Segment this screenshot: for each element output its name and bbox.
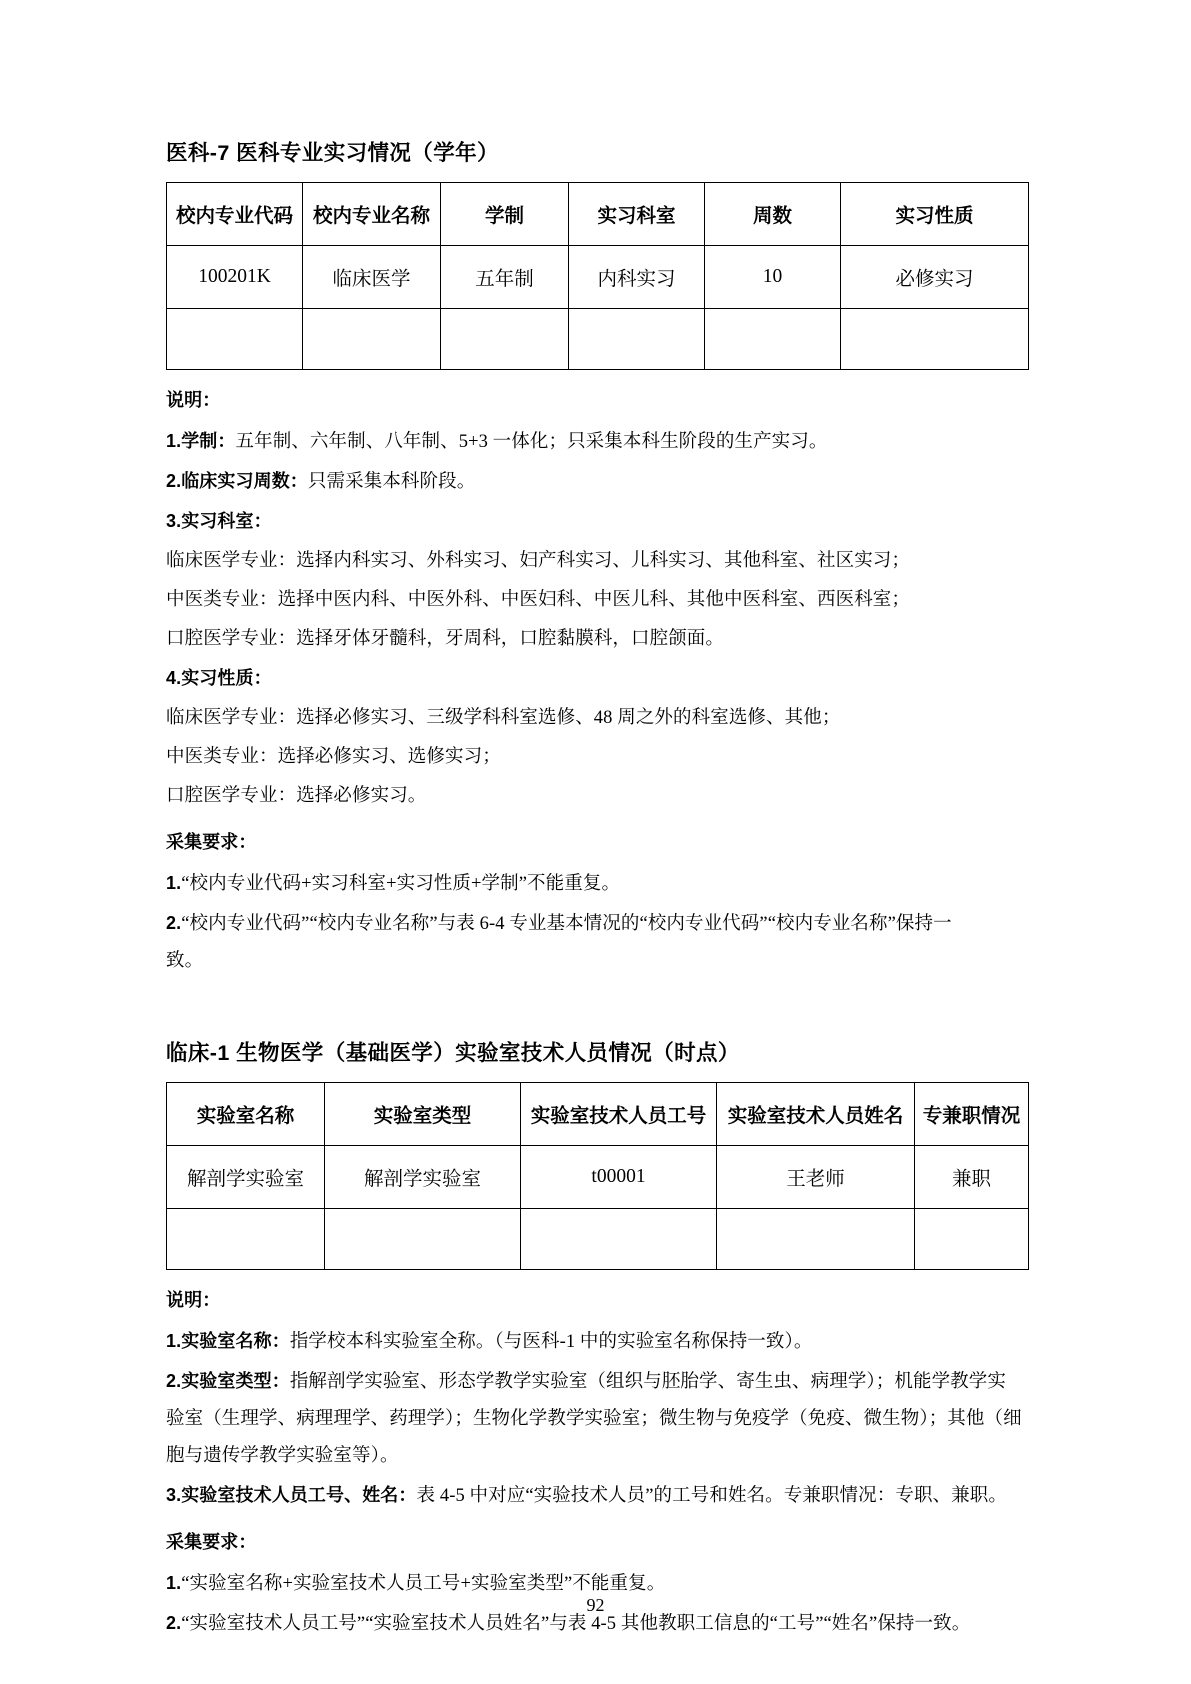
table-header-row	[167, 182, 1029, 245]
column-header-major-name: 校内专业名称	[303, 182, 441, 245]
note-text: 五年制、六年制、八年制、5+3 一体化；只采集本科生阶段的生产实习。	[235, 431, 828, 452]
cell-internship-nature: 必修实习	[841, 245, 1029, 308]
table-row	[167, 1146, 1029, 1209]
requirements-block-clinical-1	[166, 1528, 1031, 1640]
table-row	[167, 308, 1029, 369]
cell-major-code	[167, 308, 303, 369]
cell-lab-name	[167, 1209, 325, 1270]
note-label: 1.学制：	[166, 430, 236, 451]
note-detail-line: 临床医学专业：选择必修实习、三级学科科室选修、48 周之外的科室选修、其他；	[166, 707, 841, 728]
cell-major-name	[303, 308, 441, 369]
section-clinical-1	[166, 1040, 1031, 1640]
requirement-label: 1.	[166, 872, 182, 893]
note-text: 指解剖学实验室、形态学教学实验室（组织与胚胎学、寄生虫、病理学）；机能学教学实	[289, 1372, 1006, 1393]
note-item	[166, 1481, 1031, 1512]
note-label: 1.实验室名称：	[166, 1331, 290, 1352]
cell-major-code: 100201K	[167, 245, 303, 308]
note-detail-line: 临床医学专业：选择内科实习、外科实习、妇产科实习、儿科实习、其他科室、社区实习；	[166, 550, 911, 571]
cell-lab-name: 解剖学实验室	[167, 1146, 325, 1209]
note-text: 指学校本科实验室全称。（与医科-1 中的实验室名称保持一致）。	[289, 1332, 813, 1353]
requirement-label: 1.	[166, 1573, 182, 1594]
note-detail-line: 口腔医学专业：选择牙体牙髓科，牙周科，口腔黏膜科，口腔颌面。	[166, 628, 725, 649]
note-item	[166, 1327, 1031, 1358]
note-item	[166, 664, 1031, 695]
cell-internship-department: 内科实习	[569, 245, 705, 308]
column-header-weeks: 周数	[705, 182, 841, 245]
cell-lab-type: 解剖学实验室	[325, 1146, 521, 1209]
requirement-item	[166, 909, 1031, 940]
requirement-text: “校内专业代码+实习科室+实习性质+学制”不能重复。	[181, 873, 621, 894]
lab-technician-table	[166, 1082, 1029, 1270]
note-detail-line: 口腔医学专业：选择必修实习。	[166, 785, 427, 806]
cell-employment-type: 兼职	[915, 1146, 1029, 1209]
column-header-staff-id: 实验室技术人员工号	[521, 1083, 717, 1146]
column-header-lab-type: 实验室类型	[325, 1083, 521, 1146]
note-detail-line: 中医类专业：选择中医内科、中医外科、中医妇科、中医儿科、其他中医科室、西医科室；	[166, 589, 911, 610]
requirement-text: “校内专业代码”“校内专业名称”与表 6-4 专业基本情况的“校内专业代码”“校内专业名称”保持一	[181, 913, 952, 934]
note-text: 表 4-5 中对应“实验技术人员”的工号和姓名。专兼职情况：专职、兼职。	[416, 1486, 1007, 1507]
section-title-clinical-1: 临床-1 生物医学（基础医学）实验室技术人员情况（时点）	[166, 1041, 740, 1066]
column-header-internship-department: 实习科室	[569, 182, 705, 245]
note-item	[166, 427, 1031, 458]
note-item	[166, 467, 1031, 498]
notes-label: 说明：	[166, 389, 221, 410]
notes-block-clinical-1	[166, 1286, 1031, 1512]
table-row	[167, 1209, 1029, 1270]
requirement-text: “实验室名称+实验室技术人员工号+实验室类型”不能重复。	[181, 1574, 666, 1595]
requirement-continuation: 致。	[166, 950, 204, 971]
section-medical-7	[166, 140, 1031, 976]
cell-major-name: 临床医学	[303, 245, 441, 308]
notes-label: 说明：	[166, 1290, 221, 1311]
requirement-text: “实验室技术人员工号”“实验室技术人员姓名”与表 4-5 其他教职工信息的“工号”“姓名”保持一致。	[181, 1614, 971, 1635]
page-number: 92	[586, 1595, 605, 1615]
section-title-medical-7: 医科-7 医科专业实习情况（学年）	[166, 141, 499, 165]
requirement-label: 2.	[166, 912, 182, 933]
cell-staff-name: 王老师	[717, 1146, 915, 1209]
note-continuation: 胞与遗传学教学实验室等）。	[166, 1446, 399, 1467]
cell-weeks	[705, 308, 841, 369]
cell-staff-id	[521, 1209, 717, 1270]
note-label: 2.实验室类型：	[166, 1371, 290, 1392]
requirements-block-medical-7	[166, 828, 1031, 977]
requirements-label: 采集要求：	[166, 831, 257, 852]
cell-staff-id: t00001	[521, 1146, 717, 1209]
column-header-internship-nature: 实习性质	[841, 182, 1029, 245]
cell-staff-name	[717, 1209, 915, 1270]
cell-schooling-system: 五年制	[441, 245, 569, 308]
cell-internship-department	[569, 308, 705, 369]
cell-lab-type	[325, 1209, 521, 1270]
note-text: 只需采集本科阶段。	[307, 471, 476, 492]
requirements-label: 采集要求：	[166, 1532, 257, 1553]
requirement-item	[166, 869, 1031, 900]
note-continuation: 验室（生理学、病理理学、药理学）；生物化学教学实验室；微生物与免疫学（免疫、微生物）；其他（细	[166, 1409, 1022, 1430]
column-header-lab-name: 实验室名称	[167, 1083, 325, 1146]
column-header-employment-type: 专兼职情况	[915, 1083, 1029, 1146]
cell-schooling-system	[441, 308, 569, 369]
note-label: 3.实习科室：	[166, 510, 272, 531]
column-header-major-code: 校内专业代码	[167, 182, 303, 245]
internship-table	[166, 182, 1029, 370]
cell-weeks: 10	[705, 245, 841, 308]
note-label: 4.实习性质：	[166, 667, 272, 688]
table-header-row	[167, 1083, 1029, 1146]
note-detail-line: 中医类专业：选择必修实习、选修实习；	[166, 746, 501, 767]
column-header-schooling-system: 学制	[441, 182, 569, 245]
note-item	[166, 1367, 1031, 1398]
column-header-staff-name: 实验室技术人员姓名	[717, 1083, 915, 1146]
note-item	[166, 507, 1031, 538]
cell-employment-type	[915, 1209, 1029, 1270]
note-label: 3.实验室技术人员工号、姓名：	[166, 1485, 417, 1506]
notes-block-medical-7	[166, 386, 1031, 812]
table-row	[167, 245, 1029, 308]
requirement-label: 2.	[166, 1613, 182, 1634]
note-label: 2.临床实习周数：	[166, 470, 308, 491]
cell-internship-nature	[841, 308, 1029, 369]
